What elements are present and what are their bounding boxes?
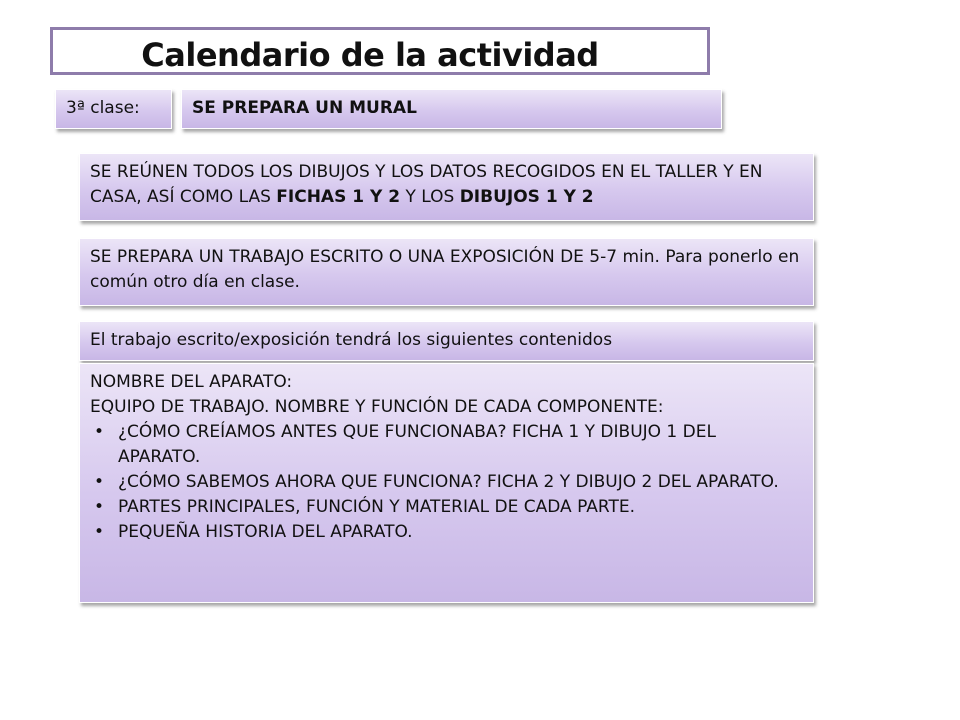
gather-materials-box — [79, 153, 814, 221]
title-box — [50, 27, 710, 75]
list-item-text: ¿CÓMO CREÍAMOS ANTES QUE FUNCIONABA? FICHA 1 Y DIBUJO 1 DEL APARATO. — [118, 422, 716, 467]
list-item — [90, 470, 803, 495]
gather-text-part1: SE REÚNEN TODOS LOS DIBUJOS Y LOS DATOS RECOGIDOS EN EL TALLER Y EN CASA, ASÍ COMO LAS — [90, 162, 763, 207]
gather-text-bold1: FICHAS 1 Y 2 — [276, 187, 401, 207]
class-label: 3ª clase: — [55, 89, 172, 129]
list-item — [90, 520, 803, 545]
class-header: SE PREPARA UN MURAL — [181, 89, 722, 129]
bullet-icon: • — [94, 497, 105, 517]
bullet-icon: • — [94, 422, 105, 442]
contents-list-box — [79, 363, 814, 603]
contents-line-1: NOMBRE DEL APARATO: — [90, 372, 293, 392]
list-item — [90, 495, 803, 520]
contents-header-box: El trabajo escrito/exposición tendrá los siguientes contenidos — [79, 321, 814, 361]
list-item-text: PARTES PRINCIPALES, FUNCIÓN Y MATERIAL DE CADA PARTE. — [118, 497, 635, 517]
list-item-text: PEQUEÑA HISTORIA DEL APARATO. — [118, 522, 413, 542]
list-item-text: ¿CÓMO SABEMOS AHORA QUE FUNCIONA? FICHA 2 Y DIBUJO 2 DEL APARATO. — [118, 472, 779, 492]
contents-bullet-list — [90, 420, 803, 545]
list-item — [90, 420, 803, 470]
bullet-icon: • — [94, 522, 105, 542]
page-title: Calendario de la actividad — [141, 36, 599, 74]
prepare-work-box: SE PREPARA UN TRABAJO ESCRITO O UNA EXPOSICIÓN DE 5-7 min. Para ponerlo en común otro día en clase. — [79, 238, 814, 306]
gather-text-bold2: DIBUJOS 1 Y 2 — [459, 187, 594, 207]
bullet-icon: • — [94, 472, 105, 492]
gather-text-part2: Y LOS — [400, 187, 460, 207]
contents-line-2: EQUIPO DE TRABAJO. NOMBRE Y FUNCIÓN DE CADA COMPONENTE: — [90, 397, 664, 417]
